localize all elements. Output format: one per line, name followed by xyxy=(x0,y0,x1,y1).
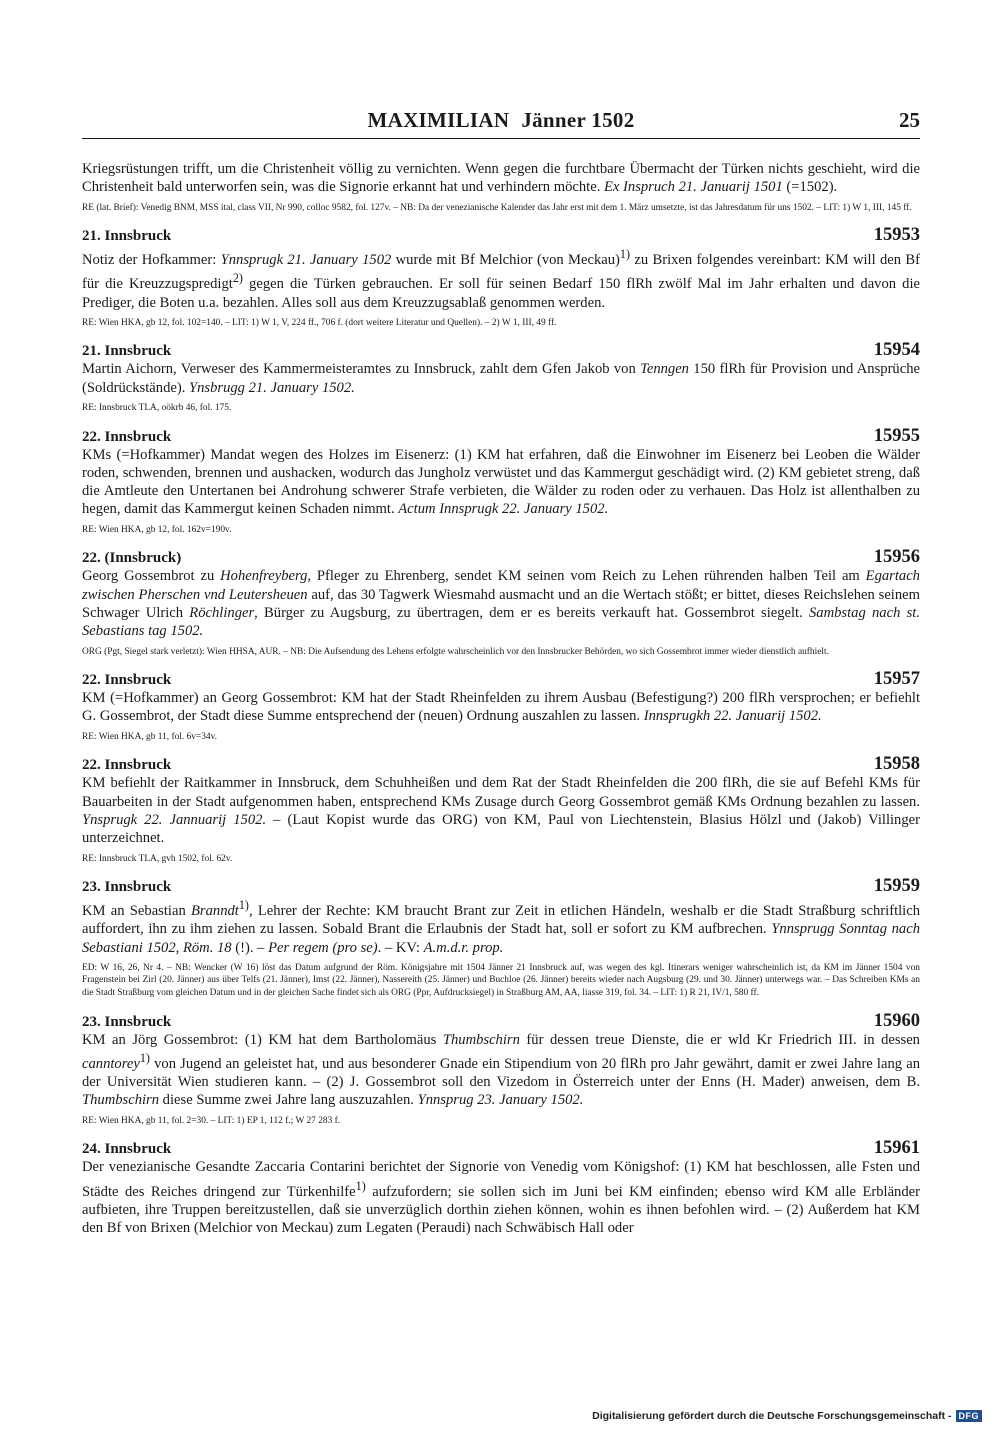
regest-entry xyxy=(82,340,920,414)
entry-header xyxy=(82,225,920,245)
header-date: Jänner 1502 xyxy=(521,108,635,132)
entry-number: 15956 xyxy=(873,547,920,568)
entry-source: RE: Wien HKA, gb 11, fol. 2=30. – LIT: 1) EP 1, 112 f.; W 27 283 f. xyxy=(82,1115,341,1126)
entry-source: RE: Innsbruck TLA, oökrb 46, fol. 175. xyxy=(82,402,232,413)
footer-text: Digitalisierung gefördert durch die Deutsche Forschungsgemeinschaft - xyxy=(592,1410,952,1422)
entry-text: KM befiehlt der Raitkammer in Innsbruck, dem Schuhheißen und dem Rat der Stadt Rheinfelden die 200 flRh, die sie auf Befehl KMs für Bauarbeiten in der Stadt aufgenommen haben, entsprechend KMs Zusage durch Georg Gossembrot gemäß KMs Ordnung bezahlen zu lassen. Ynsprugk 22. Jannuarij 1502. – (Laut Kopist wurde das ORG) von KM, Paul von Liechtenstein, Blasius Hölzl und (Jakob) Villinger unterzeichnet. xyxy=(82,775,920,847)
header-name: MAXIMILIAN xyxy=(367,108,510,132)
entry-source: RE: Wien HKA, gb 11, fol. 6v=34v. xyxy=(82,731,218,742)
entry-date-place: 24. Innsbruck xyxy=(82,1141,172,1158)
entry-number: 15961 xyxy=(873,1138,920,1159)
regest-entry xyxy=(82,225,920,329)
dfg-logo: DFG xyxy=(956,1410,983,1422)
entry-header xyxy=(82,1138,920,1158)
regest-entry xyxy=(82,669,920,743)
entry-text: KM an Sebastian Branndt$^{1)}$, Lehrer der Rechte: KM braucht Brant zur Zeit in etlichen Händeln, weshalb er die Stadt Straßburg schriftlich auffordert, ihn zu ihm ziehen zu lassen. Sobald Brant die Erlaubnis der Stadt hat, soll er sofort zu KM aufbrechen. Ynnsprugg Sonntag nach Sebastiani 1502, Röm. 18 (!). – Per regem (pro se). – KV: A.m.d.r. prop. xyxy=(82,898,921,956)
entry-date-place: 22. (Innsbruck) xyxy=(82,550,182,567)
entry-number: 15955 xyxy=(873,425,920,446)
regest-entry xyxy=(82,876,920,1000)
entry-text: KM an Jörg Gossembrot: (1) KM hat dem Bartholomäus Thumbschirn für dessen treue Dienste, die er wld Kr Friedrich III. in dessen canntorey$^{1)}$ von Jugend an geleistet hat, und aus besonderer Gnade ein Stipendium von 20 flRh pro Jahr gewährt, damit er zwei Jahre lang an der Universität Wien studieren kann. – (2) J. Gossembrot soll den Vizedom in Österreich unter der Enns (H. Mader) anweisen, dem B. Thumbschirn diese Summe zwei Jahre lang auszuzahlen. Ynnsprug 23. January 1502. xyxy=(82,1031,920,1109)
entry-text: Georg Gossembrot zu Hohenfreyberg, Pfleger zu Ehrenberg, sendet KM seinen vom Reich zu Lehen rührenden halben Teil am Egartach zwischen Pherschen vnd Leutersheuen auf, das 30 Tagwerk Wiesmahd ausmacht und an die Wertach stößt; er bittet, dieses Reichslehen seinem Schwager Ulrich Röchlinger, Bürger zu Augsburg, zu übertragen, dem er es bereits verkauft hat. Gossembrot siegelt. Sambstag nach st. Sebastians tag 1502. xyxy=(82,568,920,640)
regest-entry xyxy=(82,426,920,537)
regest-entry xyxy=(82,547,920,658)
entry-date-place: 23. Innsbruck xyxy=(82,1013,172,1030)
entry-date-place: 22. Innsbruck xyxy=(82,757,172,774)
entry-header xyxy=(82,340,920,360)
header-title xyxy=(82,108,920,133)
entry-date-place: 23. Innsbruck xyxy=(82,879,172,896)
entry-number: 15960 xyxy=(873,1010,920,1031)
entry-source: ORG (Pgt, Siegel stark verletzt): Wien HHSA, AUR. – NB: Die Aufsendung des Lehens erfolgte wahrscheinlich vor den Innsbrucker Behörden, wo sich Gossembrot immer wieder dienstlich aufhielt. xyxy=(82,646,829,657)
footer xyxy=(592,1410,982,1422)
entry-text: Notiz der Hofkammer: Ynnsprugk 21. January 1502 wurde mit Bf Melchior (von Meckau)$^{1)}$ zu Brixen folgendes vereinbart: KM will den Bf für die Kreuzzugspredigt$^{2)}$ gegen die Türken gebrauchen. Er soll für seinen Bedarf 150 flRh zwölf Mal im Jahr erhalten und davon die Prediger, die Boten u.a. bezahlen. Alles soll aus dem Kreuzzugsablaß genommen werden. xyxy=(82,247,920,311)
entry-date-place: 21. Innsbruck xyxy=(82,343,172,360)
entry-header xyxy=(82,754,920,774)
page-number: 25 xyxy=(899,108,920,132)
entry-number: 15957 xyxy=(873,669,920,690)
regest-entry xyxy=(82,754,920,865)
entry-source: ED: W 16, 26, Nr 4. – NB: Wencker (W 16) löst das Datum aufgrund der Röm. Königsjahre mit 1504 Jänner 21 Innsbruck auf, was wegen des kgl. Itinerars weniger wahrscheinlich ist, da KM im Jänner 1504 von Fragenstein bei Zirl (20. Jänner) aus über Telfs (21. Jänner), Imst (22. Jänner), Nassereith (25. Jänner) und Buchloe (26. Jänner) bereits wieder nach Augsburg (29. und 30. Jänner) unterwegs war. – Das Schreiben KMs an die Stadt Straßburg vom gleichen Datum und in der gleichen Sache findet sich als ORG (Ppr, Aufdrucksiegel) in Straßburg AM, AA, liasse 319, fol. 34. – LIT: 1) R 21, IV/1, 580 ff. xyxy=(82,962,920,999)
entry-date-place: 22. Innsbruck xyxy=(82,428,172,445)
regest-entry xyxy=(82,1138,920,1237)
entry-date-place: 22. Innsbruck xyxy=(82,672,172,689)
entry-header xyxy=(82,426,920,446)
intro-continuation xyxy=(82,160,920,214)
entry-list xyxy=(82,225,920,1237)
entry-header xyxy=(82,1011,920,1031)
entry-number: 15953 xyxy=(873,225,920,246)
entry-number: 15959 xyxy=(873,876,920,897)
entry-source: RE: Wien HKA, gb 12, fol. 162v=190v. xyxy=(82,524,232,535)
entry-header xyxy=(82,547,920,567)
entry-number: 15954 xyxy=(873,340,920,361)
entry-text: KMs (=Hofkammer) Mandat wegen des Holzes im Eisenerz: (1) KM hat erfahren, daß die Einwohner im Eisenerz bei Leoben die Wälder roden, schwenden, brennen und aushacken, wodurch das Jungholz verwüstet und das Kammergut geschädigt wird. (2) KM gebietet streng, daß die Amtleute den Untertanen bei Androhung schwerer Strafe verbieten, die Wälder zu roden oder zu verhauen. Das Holz ist allenthalben zu hegen, damit das Kammergut keinen Schaden nimmt. Actum Innsprugk 22. January 1502. xyxy=(82,446,920,518)
entry-text: Martin Aichorn, Verweser des Kammermeisteramtes zu Innsbruck, zahlt dem Gfen Jakob von Tenngen 150 flRh für Provision und Ansprüche (Soldrückstände). Ynsbrugg 21. January 1502. xyxy=(82,361,920,396)
entry-date-place: 21. Innsbruck xyxy=(82,228,172,245)
entry-text: KM (=Hofkammer) an Georg Gossembrot: KM hat der Stadt Rheinfelden zu ihrem Ausbau (Befestigung?) 200 flRh versprochen; er befiehlt G. Gossembrot, der Stadt diese Summe entsprechend der (neuen) Ordnung auszahlen zu lassen. Innsprugkh 22. Januarij 1502. xyxy=(82,690,920,725)
regest-entry xyxy=(82,1011,920,1128)
running-header xyxy=(82,108,920,139)
content xyxy=(82,160,920,1237)
intro-text: Kriegsrüstungen trifft, um die Christenheit völlig zu vernichten. Wenn gegen die furchtbare Übermacht der Türken nichts geschieht, wird die Christenheit bald unterworfen sein, was die Signorie erkannt hat und verhindern möchte. Ex Inspruch 21. Januarij 1501 (=1502). xyxy=(82,161,920,196)
entry-text: Der venezianische Gesandte Zaccaria Contarini berichtet der Signorie von Venedig vom Königshof: (1) KM hat beschlossen, alle Fsten und Städte des Reiches dringend zur Türkenhilfe$^{1)}$ aufzufordern; sie sollen sich im Juni bei KM einfinden; ebenso wird KM alle Erbländer aufbieten, ihre Truppen bereitzustellen, daß sie unverzüglich dorthin ziehen können, wohin es ihnen befohlen wird. – (2) Außerdem hat KM den Bf von Brixen (Melchior von Meckau) zum Legaten (Peraudi) nach Schwäbisch Hall oder xyxy=(82,1159,920,1237)
entry-header xyxy=(82,669,920,689)
intro-source: RE (lat. Brief): Venedig BNM, MSS ital, class VII, Nr 990, colloc 9582, fol. 127v. – NB: Da der venezianische Kalender das Jahr erst mit dem 1. März umsetzte, ist das Jahresdatum für uns 1502. – LIT: 1) W 1, III, 145 ff. xyxy=(82,202,912,213)
entry-source: RE: Wien HKA, gb 12, fol. 102=140. – LIT: 1) W 1, V, 224 ff., 706 f. (dort weitere Literatur und Quellen). – 2) W 1, III, 49 ff. xyxy=(82,317,557,328)
entry-source: RE: Innsbruck TLA, gvh 1502, fol. 62v. xyxy=(82,853,233,864)
entry-header xyxy=(82,876,920,896)
entry-number: 15958 xyxy=(873,754,920,775)
